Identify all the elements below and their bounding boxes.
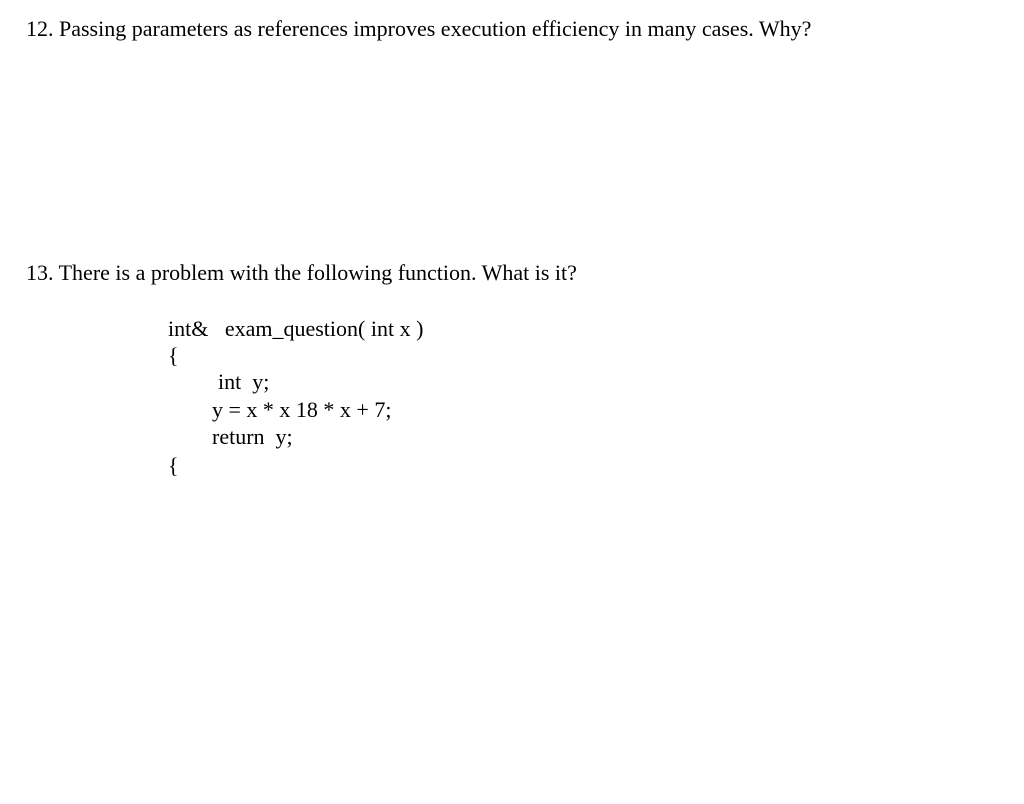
function-signature: int& exam_question( int x ) xyxy=(168,316,424,341)
question-13-number: 13. xyxy=(26,260,54,285)
question-12 xyxy=(26,16,811,42)
question-13 xyxy=(26,260,577,286)
question-13-text: There is a problem with the following function. What is it? xyxy=(58,260,577,285)
code-line-declaration: int y; xyxy=(218,369,270,394)
opening-brace: { xyxy=(168,343,179,368)
code-line-assignment: y = x * x 18 * x + 7; xyxy=(212,397,392,422)
question-12-number: 12. xyxy=(26,16,54,41)
code-line-return: return y; xyxy=(212,424,293,449)
closing-brace: { xyxy=(168,453,179,478)
question-12-text: Passing parameters as references improves execution efficiency in many cases. Why? xyxy=(59,16,812,41)
